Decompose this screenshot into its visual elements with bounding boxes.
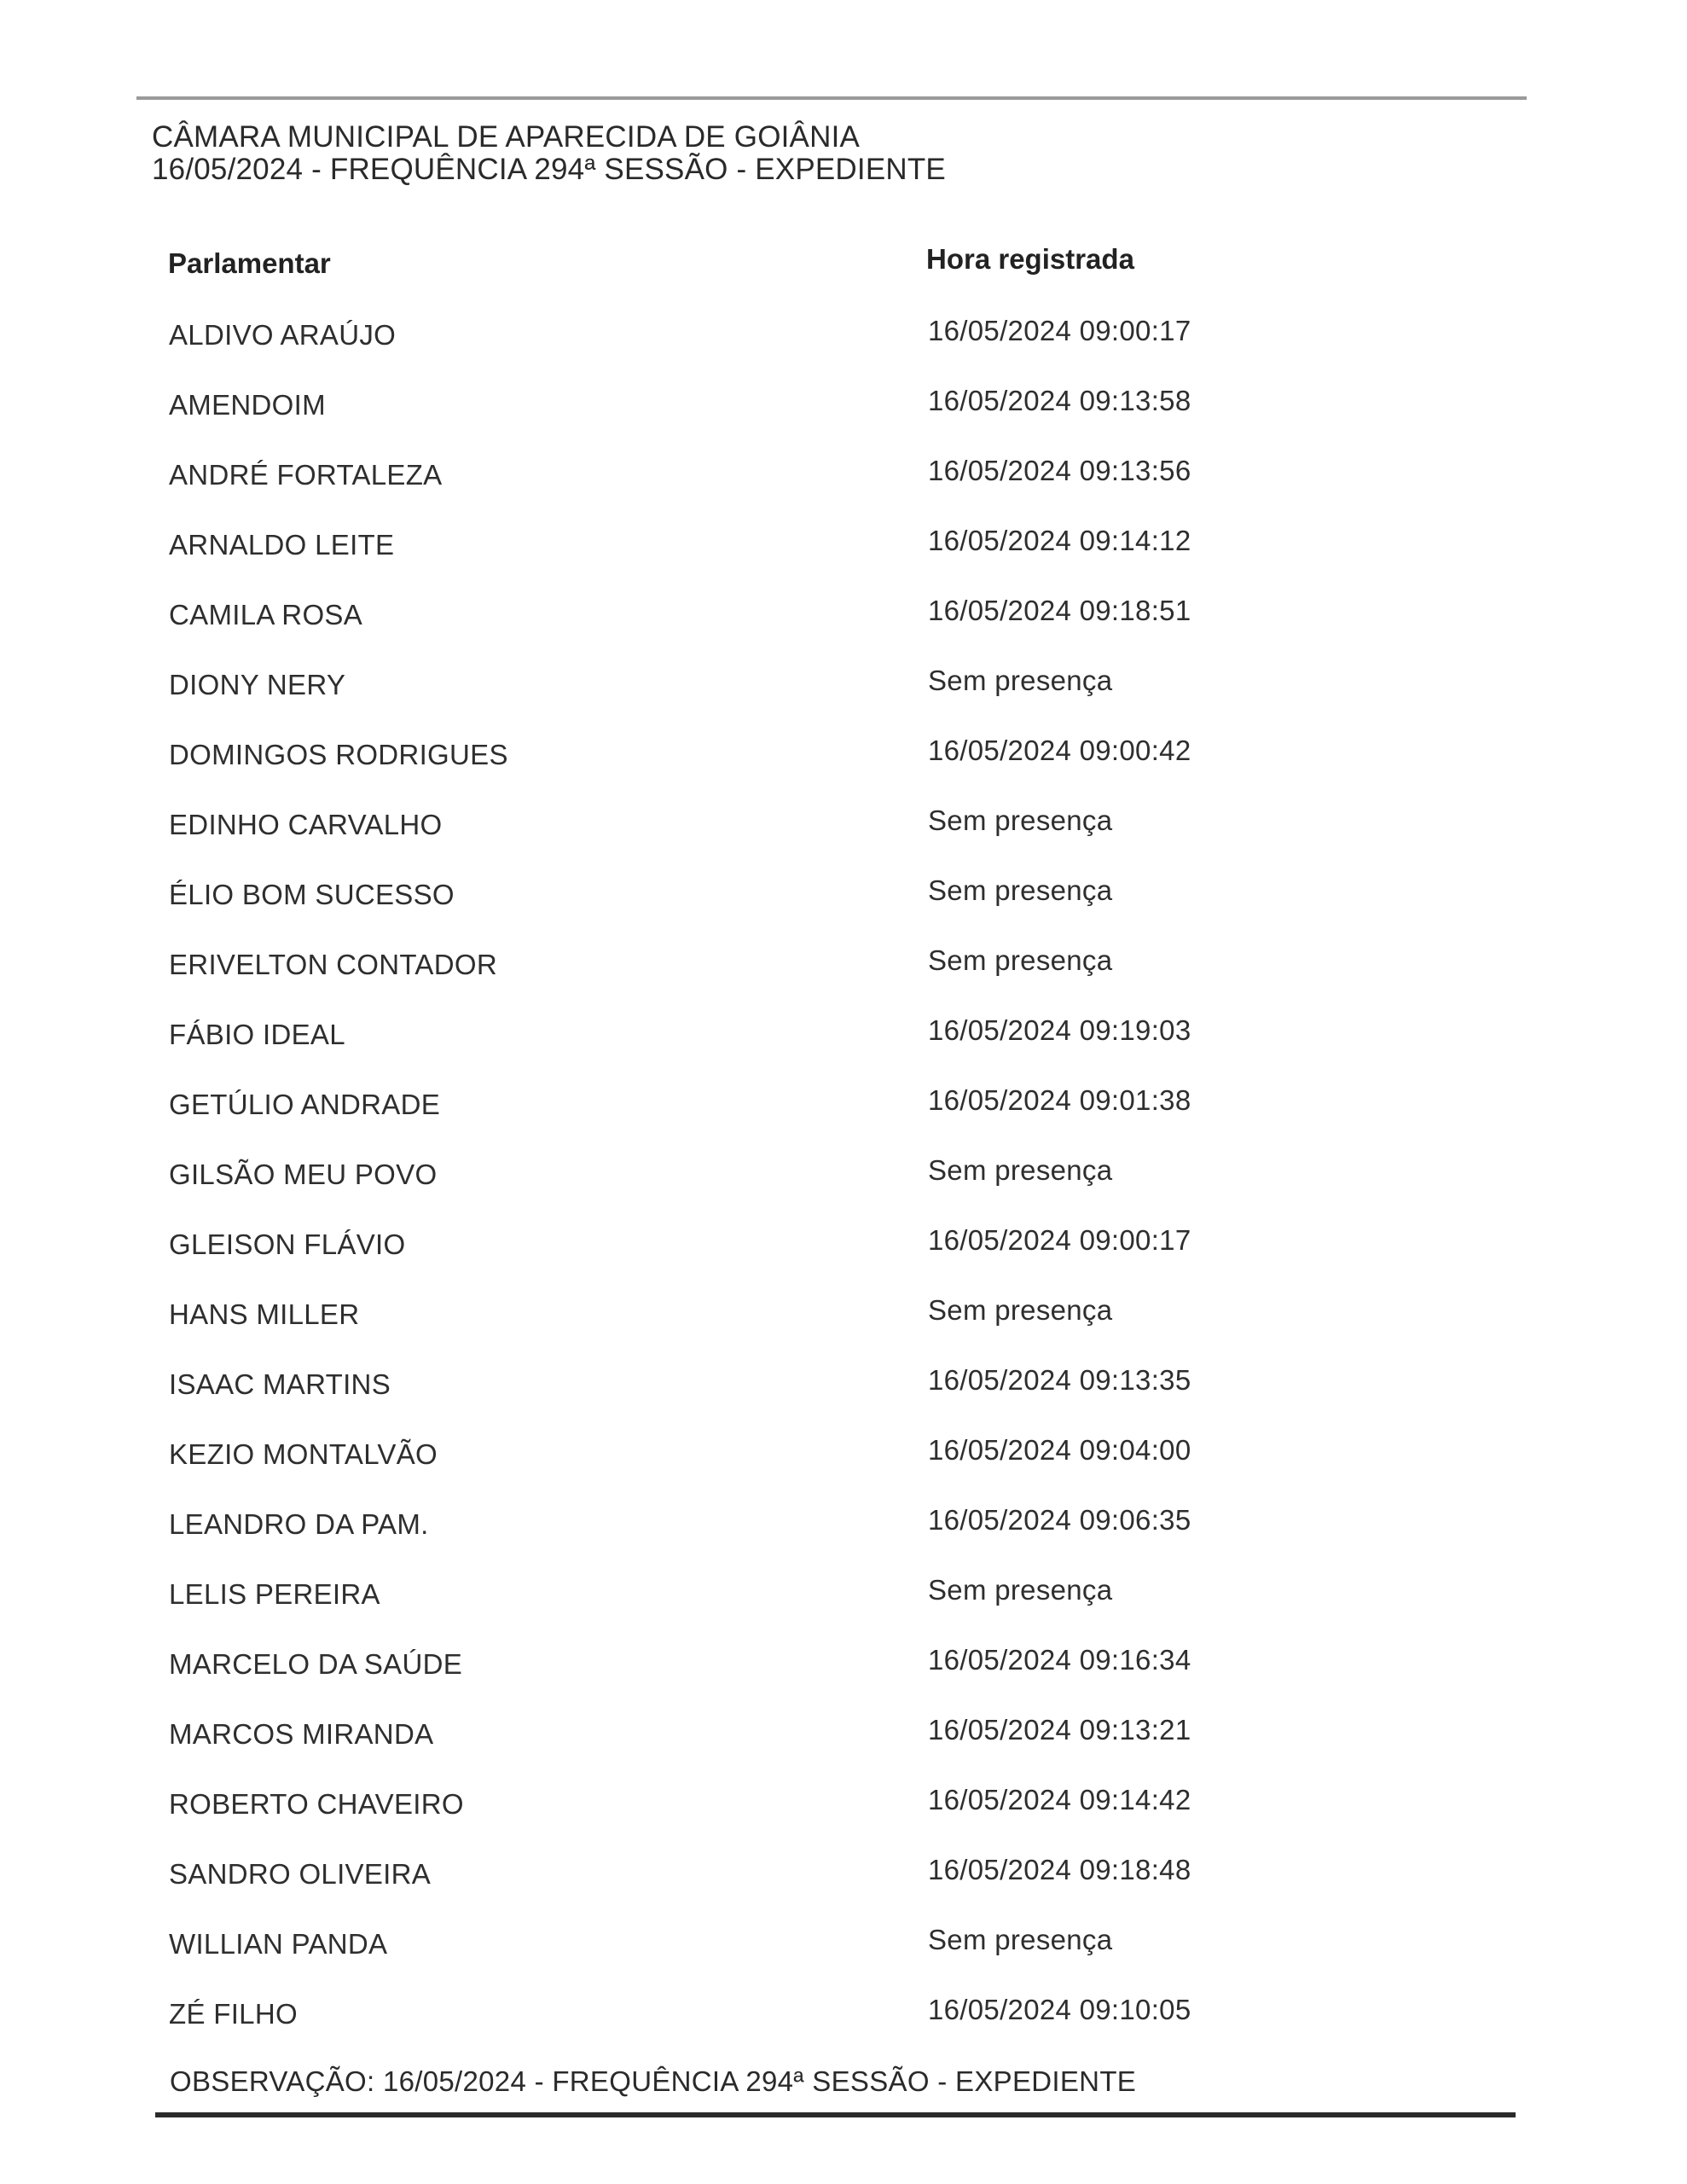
parlamentar-name: ZÉ FILHO — [169, 1998, 298, 2030]
hora-registrada: Sem presença — [928, 804, 1113, 836]
hora-registrada: Sem presença — [928, 665, 1113, 696]
table-row — [0, 595, 1687, 649]
hora-registrada: 16/05/2024 09:13:21 — [928, 1714, 1191, 1745]
table-row — [0, 1294, 1687, 1349]
hora-registrada: Sem presença — [928, 1154, 1113, 1186]
session-title: 16/05/2024 - FREQUÊNCIA 294ª SESSÃO - EXPEDIENTE — [152, 153, 946, 186]
table-row — [0, 735, 1687, 789]
hora-registrada: 16/05/2024 09:14:42 — [928, 1784, 1191, 1815]
top-divider — [136, 96, 1527, 100]
observation-note: OBSERVAÇÃO: 16/05/2024 - FREQUÊNCIA 294ª SESSÃO - EXPEDIENTE — [170, 2065, 1137, 2097]
parlamentar-name: GLEISON FLÁVIO — [169, 1228, 406, 1260]
parlamentar-name: GILSÃO MEU POVO — [169, 1159, 438, 1190]
parlamentar-name: GETÚLIO ANDRADE — [169, 1089, 441, 1120]
hora-registrada: 16/05/2024 09:19:03 — [928, 1014, 1191, 1046]
hora-registrada: 16/05/2024 09:16:34 — [928, 1644, 1191, 1676]
table-row — [0, 1574, 1687, 1629]
parlamentar-name: ANDRÉ FORTALEZA — [169, 459, 443, 491]
table-row — [0, 1434, 1687, 1489]
hora-registrada: 16/05/2024 09:13:56 — [928, 455, 1191, 486]
parlamentar-name: ARNALDO LEITE — [169, 529, 395, 561]
table-row — [0, 1854, 1687, 1908]
table-row — [0, 1994, 1687, 2048]
table-row — [0, 1224, 1687, 1279]
hora-registrada: Sem presença — [928, 874, 1113, 906]
table-row — [0, 1154, 1687, 1209]
hora-registrada: 16/05/2024 09:00:17 — [928, 1224, 1191, 1256]
table-row — [0, 874, 1687, 929]
parlamentar-name: KEZIO MONTALVÃO — [169, 1438, 438, 1470]
table-row — [0, 525, 1687, 579]
table-row — [0, 315, 1687, 369]
table-row — [0, 1714, 1687, 1769]
parlamentar-name: AMENDOIM — [169, 389, 326, 421]
parlamentar-name: ROBERTO CHAVEIRO — [169, 1788, 464, 1820]
table-row — [0, 1644, 1687, 1699]
hora-registrada: 16/05/2024 09:14:12 — [928, 525, 1191, 556]
table-row — [0, 944, 1687, 999]
hora-registrada: Sem presença — [928, 1574, 1113, 1606]
table-row — [0, 1364, 1687, 1419]
parlamentar-name: ERIVELTON CONTADOR — [169, 949, 497, 980]
table-row — [0, 1014, 1687, 1069]
document-header — [152, 121, 946, 186]
column-header-parlamentar: Parlamentar — [168, 247, 331, 279]
hora-registrada: Sem presença — [928, 944, 1113, 976]
hora-registrada: 16/05/2024 09:18:48 — [928, 1854, 1191, 1885]
table-row — [0, 455, 1687, 509]
parlamentar-name: ALDIVO ARAÚJO — [169, 319, 397, 351]
parlamentar-name: MARCELO DA SAÚDE — [169, 1648, 463, 1680]
hora-registrada: 16/05/2024 09:13:35 — [928, 1364, 1191, 1396]
parlamentar-name: HANS MILLER — [169, 1298, 360, 1330]
table-row — [0, 1784, 1687, 1838]
parlamentar-name: DOMINGOS RODRIGUES — [169, 739, 508, 770]
table-row — [0, 385, 1687, 439]
table-row — [0, 1504, 1687, 1559]
parlamentar-name: DIONY NERY — [169, 669, 346, 700]
parlamentar-name: LELIS PEREIRA — [169, 1578, 380, 1610]
parlamentar-name: LEANDRO DA PAM. — [169, 1508, 429, 1540]
column-header-hora-registrada: Hora registrada — [926, 243, 1134, 275]
hora-registrada: 16/05/2024 09:00:17 — [928, 315, 1191, 346]
parlamentar-name: ÉLIO BOM SUCESSO — [169, 879, 455, 910]
hora-registrada: 16/05/2024 09:18:51 — [928, 595, 1191, 626]
hora-registrada: 16/05/2024 09:00:42 — [928, 735, 1191, 766]
hora-registrada: 16/05/2024 09:13:58 — [928, 385, 1191, 416]
parlamentar-name: MARCOS MIRANDA — [169, 1718, 434, 1750]
table-row — [0, 665, 1687, 719]
hora-registrada: 16/05/2024 09:01:38 — [928, 1084, 1191, 1116]
table-row — [0, 1084, 1687, 1139]
parlamentar-name: FÁBIO IDEAL — [169, 1019, 345, 1050]
parlamentar-name: WILLIAN PANDA — [169, 1928, 388, 1960]
hora-registrada: Sem presença — [928, 1294, 1113, 1326]
hora-registrada: 16/05/2024 09:10:05 — [928, 1994, 1191, 2025]
parlamentar-name: SANDRO OLIVEIRA — [169, 1858, 432, 1890]
table-row — [0, 1924, 1687, 1978]
institution-title: CÂMARA MUNICIPAL DE APARECIDA DE GOIÂNIA — [152, 120, 861, 154]
parlamentar-name: CAMILA ROSA — [169, 599, 363, 630]
hora-registrada: 16/05/2024 09:06:35 — [928, 1504, 1191, 1536]
hora-registrada: Sem presença — [928, 1924, 1113, 1955]
bottom-divider — [155, 2112, 1516, 2117]
table-row — [0, 804, 1687, 859]
parlamentar-name: ISAAC MARTINS — [169, 1368, 391, 1400]
parlamentar-name: EDINHO CARVALHO — [169, 809, 443, 840]
hora-registrada: 16/05/2024 09:04:00 — [928, 1434, 1191, 1466]
